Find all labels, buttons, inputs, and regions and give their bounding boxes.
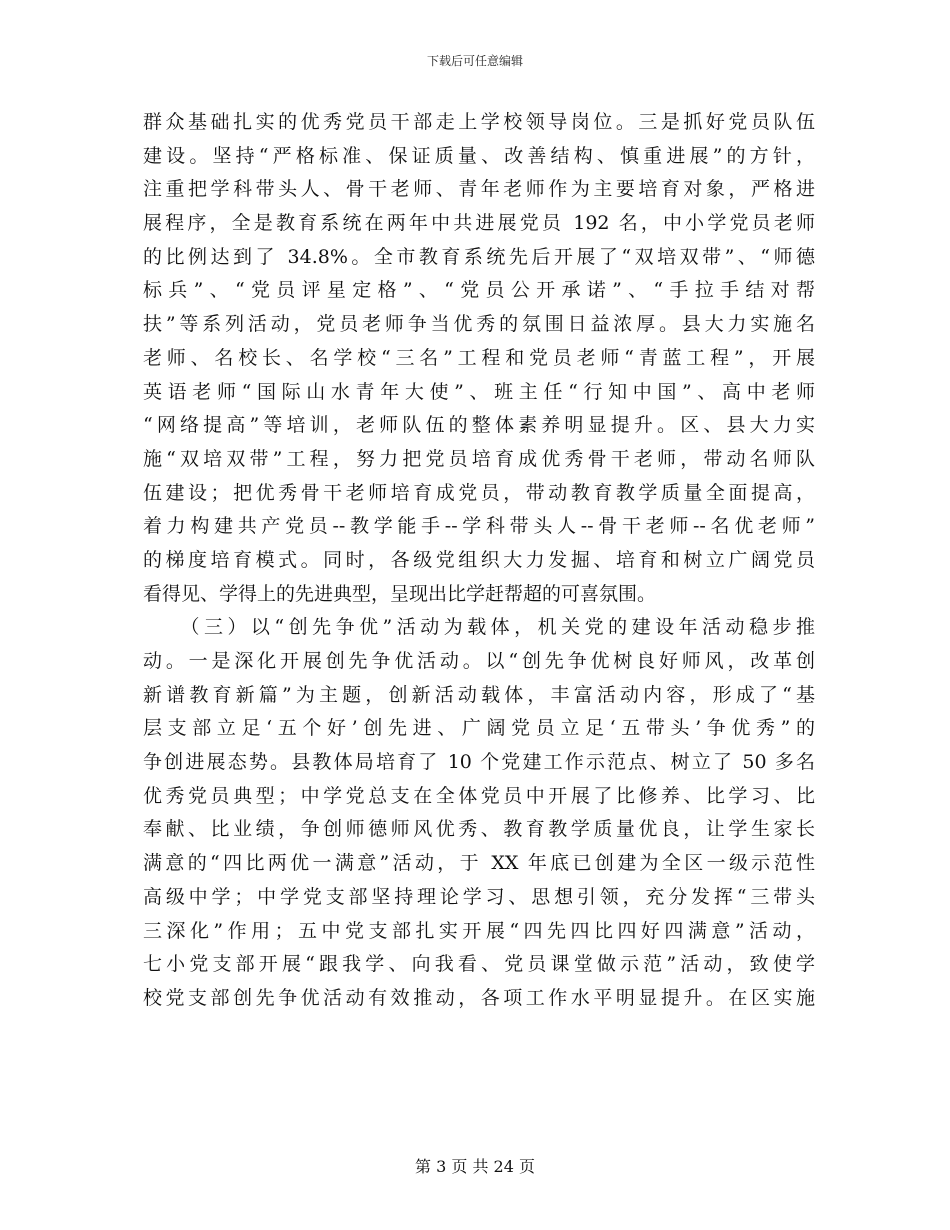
text-line: 老师、名校长、名学校“三名”工程和党员老师“青蓝工程”，开展 — [143, 346, 815, 369]
text-line: 奉献、比业绩，争创师德师风优秀、教育教学质量优良，让学生家长 — [143, 818, 815, 841]
text-line: 的比例达到了 34.8%。全市教育系统先后开展了“双培双带”、“师德 — [143, 245, 815, 268]
text-line: 着力构建共产党员--教学能手--学科带头人--骨干老师--名优老师” — [143, 515, 815, 538]
page-footer: 第 3 页 共 24 页 — [415, 1157, 535, 1176]
text-line: 的梯度培育模式。同时，各级党组织大力发掘、培育和树立广阔党员 — [143, 548, 815, 571]
text-line: 群众基础扎实的优秀党员干部走上学校领导岗位。三是抓好党员队伍 — [143, 111, 815, 133]
text-line: （三）以“创先争优”活动为载体，机关党的建设年活动稳步推 — [143, 616, 815, 639]
text-line: 七小党支部开展“跟我学、向我看、党员课堂做示范”活动，致使学 — [143, 953, 815, 976]
text-line: 动。一是深化开展创先争优活动。以“创先争优树良好师风，改革创 — [143, 650, 815, 672]
text-line: 英语老师“国际山水青年大使”、班主任“行知中国”、高中老师 — [143, 380, 815, 403]
text-line: 三深化”作用；五中党支部扎实开展“四先四比四好四满意”活动， — [143, 919, 815, 942]
text-line: 扶”等系列活动，党员老师争当优秀的氛围日益浓厚。县大力实施名 — [143, 313, 815, 336]
text-line: “网络提高”等培训，老师队伍的整体素养明显提升。区、县大力实 — [143, 414, 815, 437]
text-line: 注重把学科带头人、骨干老师、青年老师作为主要培育对象，严格进 — [143, 178, 815, 201]
page-header: 下载后可任意编辑 — [426, 54, 523, 68]
text-line: 标兵”、“党员评星定格”、“党员公开承诺”、“手拉手结对帮 — [143, 279, 815, 302]
text-line: 展程序，全是教育系统在两年中共进展党员 192 名，中小学党员老师 — [143, 212, 815, 235]
text-line: 建设。坚持“严格标准、保证质量、改善结构、慎重进展”的方针， — [143, 144, 815, 167]
text-line: 优秀党员典型；中学党总支在全体党员中开展了比修养、比学习、比 — [143, 784, 815, 807]
text-line: 校党支部创先争优活动有效推动，各项工作水平明显提升。在区实施 — [143, 986, 815, 1009]
text-line: 满意的“四比两优一满意”活动，于 XX 年底已创建为全区一级示范性 — [143, 852, 815, 875]
text-line: 争创进展态势。县教体局培育了 10 个党建工作示范点、树立了 50 多名 — [143, 751, 815, 774]
text-line: 看得见、学得上的先进典型，呈现出比学赶帮超的可喜氛围。 — [143, 582, 657, 605]
text-line: 高级中学；中学党支部坚持理论学习、思想引领，充分发挥“三带头 — [143, 885, 815, 908]
body-text — [143, 106, 815, 1016]
text-line: 伍建设；把优秀骨干老师培育成党员，带动教育教学质量全面提高， — [143, 481, 815, 504]
text-line: 施“双培双带”工程，努力把党员培育成优秀骨干老师，带动名师队 — [143, 447, 815, 470]
text-line: 层支部立足‘五个好’创先进、广阔党员立足‘五带头’争优秀”的 — [143, 717, 815, 740]
text-line: 新谱教育新篇”为主题，创新活动载体，丰富活动内容，形成了“基 — [143, 683, 815, 706]
